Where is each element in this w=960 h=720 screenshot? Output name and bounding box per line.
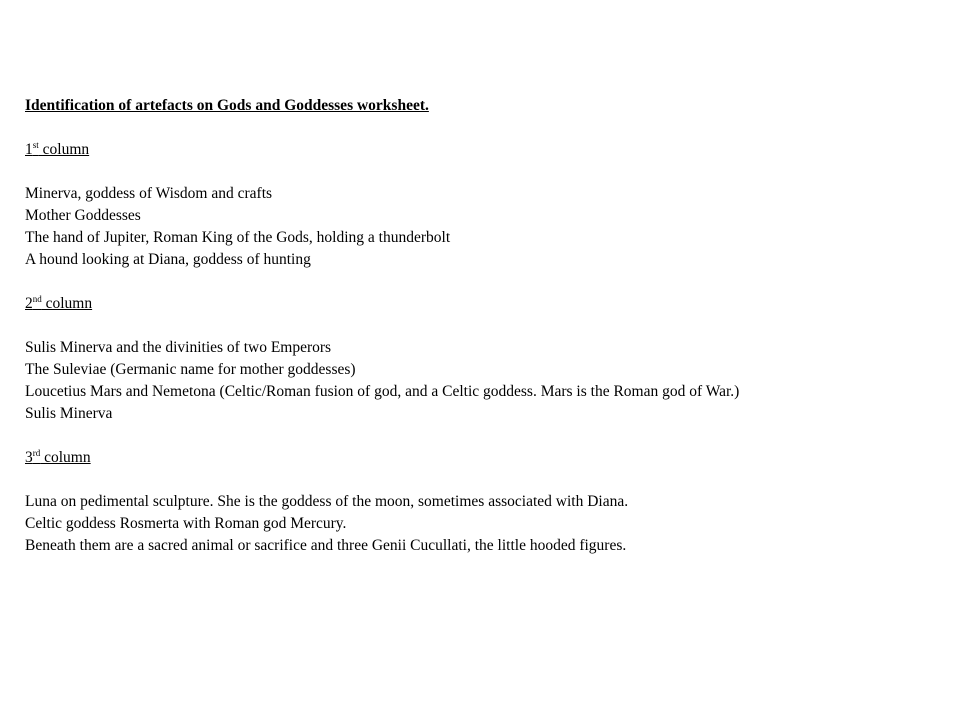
list-item: Loucetius Mars and Nemetona (Celtic/Roman fusion of god, and a Celtic goddess. Mars is the Roman god of War.): [25, 383, 740, 400]
list-item: A hound looking at Diana, goddess of hunting: [25, 251, 311, 268]
heading-ordinal: nd: [32, 294, 42, 304]
heading-word: column: [41, 295, 93, 312]
section-heading-1: [25, 139, 945, 161]
list-item: Minerva, goddess of Wisdom and crafts: [25, 185, 273, 202]
spacer: [25, 469, 945, 491]
spacer: [25, 117, 945, 139]
list-item: Sulis Minerva and the divinities of two Emperors: [25, 339, 332, 356]
spacer: [25, 161, 945, 183]
section-heading-2: [25, 293, 945, 315]
list-item: The Suleviae (Germanic name for mother goddesses): [25, 361, 356, 378]
list-item: Beneath them are a sacred animal or sacrifice and three Genii Cucullati, the little hooded figures.: [25, 537, 627, 554]
document-title: Identification of artefacts on Gods and Goddesses worksheet.: [25, 97, 429, 114]
list-item: Mother Goddesses: [25, 207, 141, 224]
section-heading-3: [25, 447, 945, 469]
list-item: Celtic goddess Rosmerta with Roman god Mercury.: [25, 515, 347, 532]
heading-ordinal: rd: [32, 448, 41, 458]
heading-number: 1: [25, 141, 33, 158]
spacer: [25, 271, 945, 293]
list-item: Luna on pedimental sculpture. She is the goddess of the moon, sometimes associated with Diana.: [25, 493, 629, 510]
heading-word: column: [40, 449, 91, 466]
list-item: Sulis Minerva: [25, 405, 113, 422]
heading-number: 3: [25, 449, 33, 466]
heading-ordinal: st: [32, 140, 39, 150]
list-item: The hand of Jupiter, Roman King of the Gods, holding a thunderbolt: [25, 229, 451, 246]
spacer: [25, 315, 945, 337]
heading-number: 2: [25, 295, 33, 312]
worksheet-document: [25, 95, 945, 557]
spacer: [25, 425, 945, 447]
heading-word: column: [38, 141, 90, 158]
